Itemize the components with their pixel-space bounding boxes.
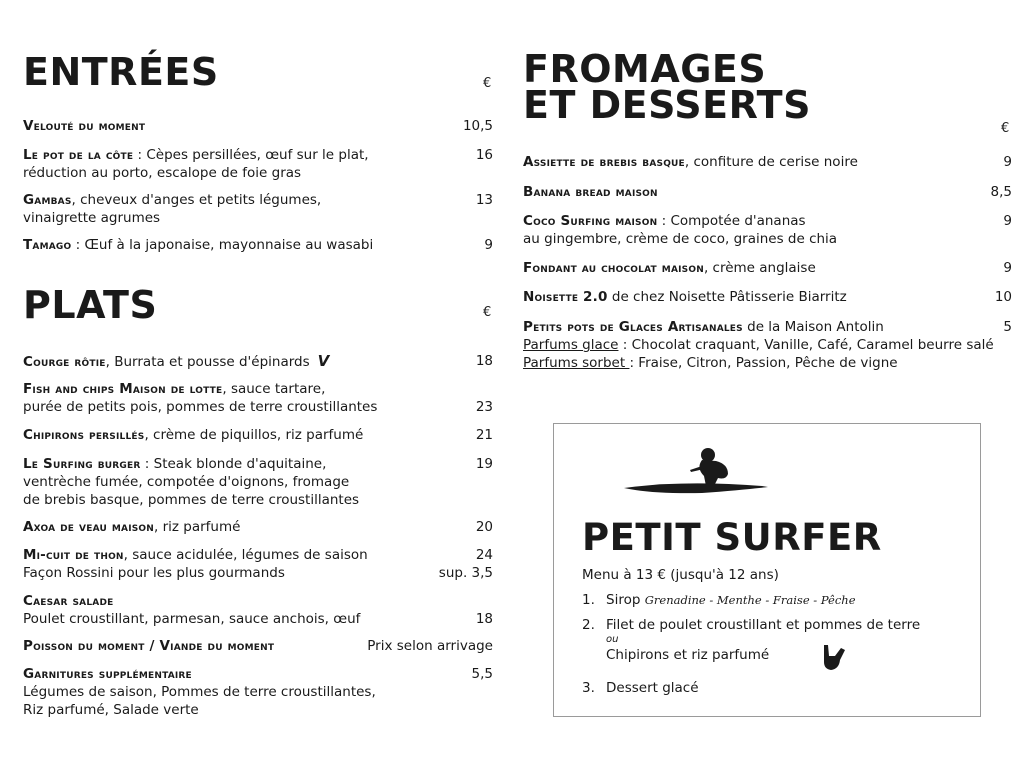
item-price: Prix selon arrivage — [367, 638, 493, 654]
kids-menu-item — [582, 616, 920, 664]
item-alt-text: Chipirons et riz parfumé — [606, 647, 770, 663]
item-price: 13 — [475, 192, 493, 208]
item-first-line — [23, 146, 369, 164]
supplement-price: sup. 3,5 — [438, 565, 493, 581]
flavour-line — [523, 336, 994, 354]
menu-item — [23, 426, 363, 444]
item-description: , sauce tartare, — [222, 381, 326, 397]
item-description-line: Riz parfumé, Salade verte — [23, 702, 199, 718]
item-first-line — [523, 212, 837, 230]
item-price: 18 — [475, 611, 493, 627]
item-description: , riz parfumé — [154, 519, 241, 535]
item-name: Axoa de veau maison — [23, 519, 155, 535]
item-first-line — [523, 183, 658, 201]
item-description-line: au gingembre, crème de coco, graines de chia — [523, 231, 838, 247]
item-price: 9 — [1003, 260, 1012, 276]
desserts-heading-line2: ET DESSERTS — [523, 83, 811, 127]
item-description: : Compotée d'ananas — [657, 213, 806, 229]
item-price: 10,5 — [462, 118, 493, 134]
item-price: 24 — [475, 547, 493, 563]
menu-item — [23, 592, 360, 628]
item-description-line: vinaigrette agrumes — [23, 210, 161, 226]
kids-menu-subtitle: Menu à 13 € (jusqu'à 12 ans) — [582, 567, 779, 583]
menu-item — [23, 146, 369, 182]
item-price: 10 — [994, 289, 1012, 305]
item-description: , confiture de cerise noire — [684, 154, 858, 170]
item-name: Courge rôtie — [23, 354, 106, 370]
item-price: 16 — [475, 147, 493, 163]
item-name: Petits pots de Glaces Artisanales — [523, 319, 743, 335]
item-first-line — [523, 259, 816, 277]
item-text: Filet de poulet croustillant et pommes de terre — [606, 617, 921, 633]
item-description: de chez Noisette Pâtisserie Biarritz — [607, 289, 847, 305]
item-first-line — [23, 592, 360, 610]
item-name: Mi-cuit de thon — [23, 547, 124, 563]
menu-item — [23, 455, 359, 509]
item-first-line — [23, 117, 145, 135]
item-first-line — [523, 288, 847, 306]
item-text: Sirop — [606, 592, 645, 608]
item-description-line: Façon Rossini pour les plus gourmands — [23, 565, 285, 581]
item-name: Assiette de brebis basque — [523, 154, 685, 170]
item-description-line: purée de petits pois, pommes de terre croustillantes — [23, 399, 378, 415]
entrees-heading: ENTRÉES — [23, 50, 219, 94]
item-description: , crème de piquillos, riz parfumé — [144, 427, 364, 443]
item-first-line — [23, 546, 368, 564]
menu-item — [523, 318, 994, 372]
item-name: Velouté du moment — [23, 118, 146, 134]
surfer-icon — [622, 446, 770, 494]
item-first-line — [23, 380, 377, 398]
entrees-currency: € — [483, 76, 492, 91]
flavour-line — [523, 354, 994, 372]
or-label: ou — [606, 634, 619, 645]
item-description-line: réduction au porto, escalope de foie gras — [23, 165, 302, 181]
item-description-line: Légumes de saison, Pommes de terre croustillantes, — [23, 684, 376, 700]
flavour-label: Parfums glace — [523, 337, 619, 353]
syrup-flavours: Grenadine - Menthe - Fraise - Pêche — [644, 593, 856, 607]
item-first-line — [23, 665, 376, 683]
menu-item — [23, 380, 377, 416]
item-name: Le pot de la côte — [23, 147, 134, 163]
desserts-heading-line1: FROMAGES — [523, 47, 767, 91]
item-number: 1. — [582, 592, 595, 608]
item-first-line — [23, 637, 274, 655]
item-first-line — [23, 191, 321, 209]
plats-currency: € — [483, 305, 492, 320]
menu-item — [23, 191, 321, 227]
item-price: 21 — [475, 427, 493, 443]
item-name: Poisson du moment / Viande du moment — [23, 638, 275, 654]
item-name: Noisette 2.0 — [523, 289, 608, 305]
item-description-line: de brebis basque, pommes de terre croustillantes — [23, 492, 360, 508]
item-price: 18 — [475, 353, 493, 369]
shaka-hand-icon — [819, 642, 849, 672]
item-description: de la Maison Antolin — [742, 319, 884, 335]
item-name: Caesar salade — [23, 593, 114, 609]
item-text: Dessert glacé — [606, 680, 699, 696]
kids-menu-item — [582, 591, 856, 609]
desserts-currency: € — [1001, 121, 1010, 136]
item-first-line — [523, 318, 994, 336]
item-description: : Cèpes persillées, œuf sur le plat, — [133, 147, 369, 163]
item-description: , sauce acidulée, légumes de saison — [123, 547, 368, 563]
item-name: Fondant au chocolat maison — [523, 260, 704, 276]
item-description: : Steak blonde d'aquitaine, — [140, 456, 327, 472]
item-description: , crème anglaise — [703, 260, 816, 276]
menu-item — [523, 153, 858, 171]
item-first-line — [23, 455, 359, 473]
menu-item — [23, 352, 329, 371]
menu-item — [23, 637, 274, 655]
item-name: Tamago — [23, 237, 72, 253]
vegetarian-icon: V — [317, 352, 330, 370]
item-first-line — [23, 426, 363, 444]
menu-item — [523, 288, 847, 306]
item-name: Garnitures supplémentaire — [23, 666, 192, 682]
item-description-line: ventrèche fumée, compotée d'oignons, fromage — [23, 474, 350, 490]
item-price: 5,5 — [471, 666, 493, 682]
item-name: Gambas — [23, 192, 72, 208]
kids-menu-box — [553, 423, 981, 717]
item-price: 9 — [484, 237, 493, 253]
menu-item — [23, 665, 376, 719]
menu-item — [23, 546, 368, 582]
item-price: 8,5 — [990, 184, 1012, 200]
item-price: 20 — [475, 519, 493, 535]
item-name: Chipirons persillés — [23, 427, 145, 443]
plats-heading: PLATS — [23, 283, 158, 327]
item-price: 19 — [475, 456, 493, 472]
item-price: 5 — [1003, 319, 1012, 335]
item-description: , Burrata et pousse d'épinards — [105, 354, 310, 370]
item-description: : Œuf à la japonaise, mayonnaise au wasabi — [71, 237, 374, 253]
menu-item — [523, 183, 658, 201]
menu-item — [23, 117, 145, 135]
item-price: 23 — [475, 399, 493, 415]
menu-item — [23, 236, 373, 254]
menu-item — [23, 518, 240, 536]
menu-item — [523, 212, 837, 248]
item-price: 9 — [1003, 154, 1012, 170]
kids-menu-item — [582, 679, 699, 697]
item-name: Le Surfing burger — [23, 456, 141, 472]
item-first-line — [23, 236, 373, 254]
item-name: Banana bread maison — [523, 184, 658, 200]
item-description-line: Poulet croustillant, parmesan, sauce anchois, œuf — [23, 611, 361, 627]
item-first-line — [523, 153, 858, 171]
flavour-list: : Fraise, Citron, Passion, Pêche de vigne — [629, 355, 898, 371]
item-description: , cheveux d'anges et petits légumes, — [71, 192, 322, 208]
item-name: Coco Surfing maison — [523, 213, 658, 229]
kids-menu-title: PETIT SURFER — [582, 516, 882, 559]
item-first-line — [23, 518, 240, 536]
item-first-line — [23, 352, 329, 371]
item-number: 3. — [582, 680, 595, 696]
item-name: Fish and chips Maison de lotte — [23, 381, 223, 397]
item-price: 9 — [1003, 213, 1012, 229]
flavour-list: : Chocolat craquant, Vanille, Café, Caramel beurre salé — [618, 337, 994, 353]
item-number: 2. — [582, 617, 595, 633]
flavour-label: Parfums sorbet — [523, 355, 630, 371]
menu-item — [523, 259, 816, 277]
